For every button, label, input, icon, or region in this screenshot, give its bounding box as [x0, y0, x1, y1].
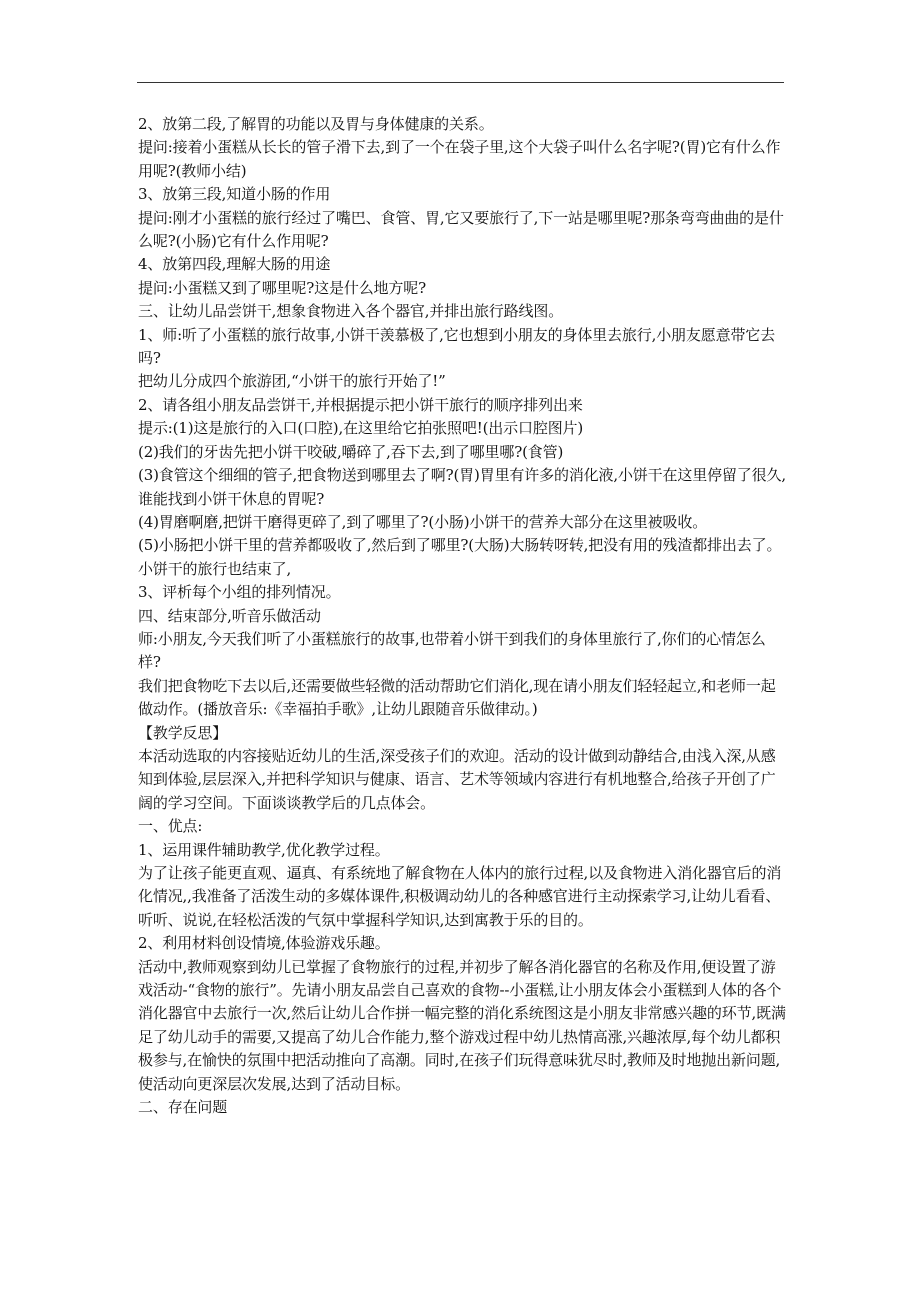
- paragraph: 3、评析每个小组的排列情况。: [138, 583, 341, 602]
- document-body: [138, 113, 788, 1119]
- paragraph: 师:小朋友,今天我们听了小蛋糕旅行的故事,也带着小饼干到我们的身体里旅行了,你们的心情怎么样?: [138, 629, 766, 672]
- paragraph: (3)食管这个细细的管子,把食物送到哪里去了啊?(胃)胃里有许多的消化液,小饼干在这里停留了很久,谁能找到小饼干休息的胃呢?: [138, 466, 786, 508]
- paragraph: 活动中,教师观察到幼儿已掌握了食物旅行的过程,并初步了解各消化器官的名称及作用,便设置了游戏活动-“食物的旅行”。先请小朋友品尝自己喜欢的食物--小蛋糕,让小朋友体会小蛋糕到人体的各个消化器官中去旅行一次,然后让幼儿合作拼一幅完整的消化系统图这是小朋友非常感兴趣的环节,既满足了幼儿动手的需要,又提高了幼儿合作能力,整个游戏过程中幼儿热情高涨,兴趣浓厚,每个幼儿都积极参与,在愉快的氛围中把活动推向了高潮。同时,在孩子们玩得意味犹尽时,教师及时地抛出新问题,使活动向更深层次发展,达到了活动目标。: [138, 957, 786, 1093]
- paragraph: 把幼儿分成四个旅游团,“小饼干的旅行开始了!”: [138, 372, 446, 391]
- paragraph: (5)小肠把小饼干里的营养都吸收了,然后到了哪里?(大肠)大肠转呀转,把没有用的残渣都排出去了。: [138, 536, 782, 555]
- paragraph: 小饼干的旅行也结束了,: [138, 559, 292, 578]
- header-rule: [137, 82, 784, 83]
- paragraph: 我们把食物吃下去以后,还需要做些轻微的活动帮助它们消化,现在请小朋友们轻轻起立,和老师一起做动作。(播放音乐:《幸福拍手歌》,让幼儿跟随音乐做律动。): [138, 676, 776, 719]
- paragraph: 1、运用课件辅助教学,优化教学过程。: [138, 840, 390, 859]
- reflection-heading: 【教学反思】: [138, 723, 228, 742]
- paragraph: 2、请各组小朋友品尝饼干,并根据提示把小饼干旅行的顺序排列出来: [138, 395, 583, 414]
- paragraph: 2、利用材料创设情境,体验游戏乐趣。: [138, 934, 390, 953]
- paragraph: (4)胃磨啊磨,把饼干磨得更碎了,到了哪里了?(小肠)小饼干的营养大部分在这里被吸收。: [138, 512, 708, 531]
- paragraph: 提问:刚才小蛋糕的旅行经过了嘴巴、食管、胃,它又要旅行了,下一站是哪里呢?那条弯弯曲曲的是什么呢?(小肠)它有什么作用呢?: [138, 208, 784, 251]
- paragraph: 4、放第四段,理解大肠的用途: [138, 255, 331, 274]
- paragraph: 本活动选取的内容接贴近幼儿的生活,深受孩子们的欢迎。活动的设计做到动静结合,由浅入深,从感知到体验,层层深入,并把科学知识与健康、语言、艺术等领域内容进行有机地整合,给孩子开创了广阔的学习空间。下面谈谈教学后的几点体会。: [138, 746, 776, 812]
- section-heading: 四、结束部分,听音乐做活动: [138, 606, 321, 625]
- paragraph: 提问:接着小蛋糕从长长的管子滑下去,到了一个在袋子里,这个大袋子叫什么名字呢?(胃)它有什么作用呢?(教师小结): [138, 138, 781, 180]
- paragraph: 1、师:听了小蛋糕的旅行故事,小饼干羡慕极了,它也想到小朋友的身体里去旅行,小朋友愿意带它去吗?: [138, 325, 776, 368]
- section-heading: 二、存在问题: [138, 1098, 228, 1117]
- paragraph: 2、放第二段,了解胃的功能以及胃与身体健康的关系。: [138, 115, 494, 133]
- paragraph: 3、放第三段,知道小肠的作用: [138, 185, 331, 204]
- paragraph: 提问:小蛋糕又到了哪里呢?这是什么地方呢?: [138, 278, 426, 297]
- paragraph: (2)我们的牙齿先把小饼干咬破,嚼碎了,吞下去,到了哪里哪?(食管): [138, 442, 564, 461]
- section-heading: 三、让幼儿品尝饼干,想象食物进入各个器官,并排出旅行路线图。: [138, 302, 564, 321]
- paragraph: 为了让孩子能更直观、逼真、有系统地了解食物在人体内的旅行过程,以及食物进入消化器官后的消化情况,,我准备了活泼生动的多媒体课件,积极调动幼儿的各种感官进行主动探索学习,让幼儿看看、听听、说说,在轻松活泼的气氛中掌握科学知识,达到寓教于乐的目的。: [138, 864, 782, 929]
- paragraph: 提示:(1)这是旅行的入口(口腔),在这里给它拍张照吧!(出示口腔图片): [138, 419, 584, 438]
- section-heading: 一、优点:: [138, 817, 203, 836]
